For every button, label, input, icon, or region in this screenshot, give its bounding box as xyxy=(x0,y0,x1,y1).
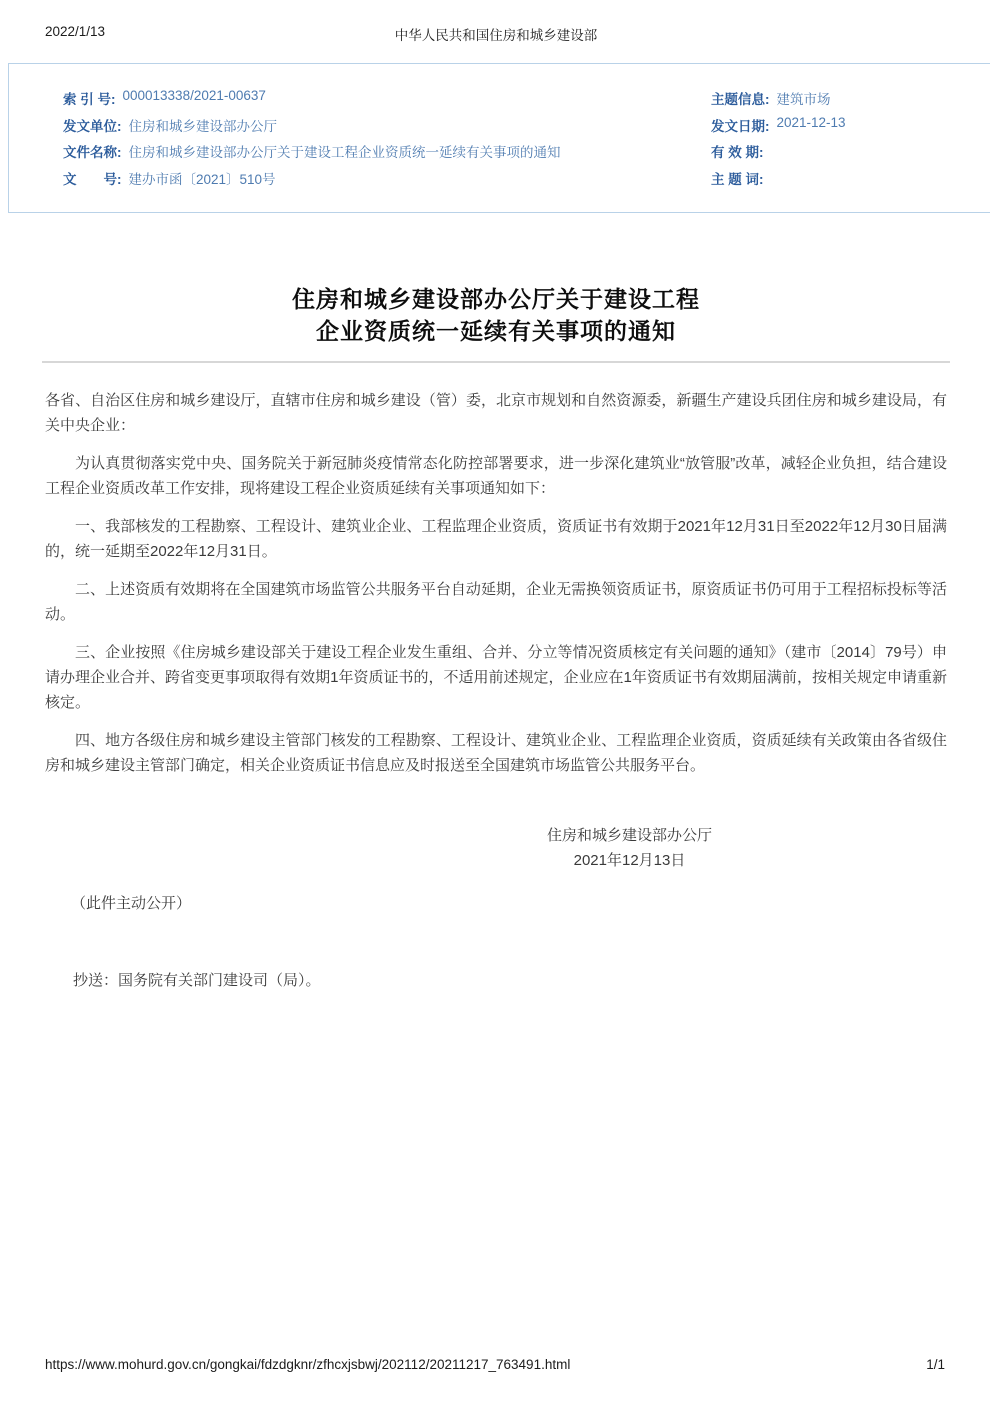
document-meta-box xyxy=(8,63,990,213)
meta-column-left xyxy=(63,88,683,194)
signature-block xyxy=(547,823,712,873)
print-date: 2022/1/13 xyxy=(45,24,106,39)
signature-date: 2021年12月13日 xyxy=(573,852,686,869)
meta-label: 主题信息: xyxy=(711,92,770,107)
document-title-line2: 企业资质统一延续有关事项的通知 xyxy=(316,318,676,344)
meta-value: 000013338/2021-00637 xyxy=(122,88,266,103)
meta-label: 发文日期: xyxy=(711,118,770,134)
meta-row-topic-info xyxy=(711,88,981,115)
signature-organization: 住房和城乡建设部办公厅 xyxy=(546,827,712,844)
meta-row-issuing-unit xyxy=(63,115,683,142)
meta-row-subject-words xyxy=(711,168,981,195)
paragraph-item-2: 二、上述资质有效期将在全国建筑市场监管公共服务平台自动延期，企业无需换领资质证书，原资质证书仍可用于工程招标投标等活动。 xyxy=(45,581,947,623)
meta-label: 发文单位: xyxy=(63,118,122,134)
meta-row-document-number xyxy=(63,168,683,195)
meta-row-validity-period xyxy=(711,141,981,168)
footer-page-number: 1/1 xyxy=(926,1357,945,1372)
meta-value: 建筑市场 xyxy=(776,92,831,107)
meta-value: 2021-12-13 xyxy=(776,114,846,130)
paragraph-item-4: 四、地方各级住房和城乡建设主管部门核发的工程勘察、工程设计、建筑业企业、工程监理企业资质，资质延续有关政策由各省级住房和城乡建设主管部门确定，相关企业资质证书信息应及时报送至全国建筑市场监管公共服务平台。 xyxy=(45,732,947,774)
meta-value: 住房和城乡建设部办公厅关于建设工程企业资质统一延续有关事项的通知 xyxy=(128,145,561,160)
print-header xyxy=(0,24,992,44)
meta-row-issue-date xyxy=(711,115,981,142)
document-title xyxy=(0,283,992,347)
meta-value: 住房和城乡建设部办公厅 xyxy=(128,118,277,134)
site-title: 中华人民共和国住房和城乡建设部 xyxy=(394,28,598,43)
meta-label: 文件名称: xyxy=(63,145,122,160)
footer-source-url: https://www.mohurd.gov.cn/gongkai/fdzdgknr/zfhcxjsbwj/202112/20211217_763491.html xyxy=(45,1357,571,1372)
paragraph-item-1: 一、我部核发的工程勘察、工程设计、建筑业企业、工程监理企业资质，资质证书有效期于2021年12月31日至2022年12月30日届满的，统一延期至2022年12月31日。 xyxy=(45,518,947,560)
paragraph-item-3: 三、企业按照《住房城乡建设部关于建设工程企业发生重组、合并、分立等情况资质核定有关问题的通知》（建市〔2014〕79号）申请办理企业合并、跨省变更事项取得有效期1年资质证书的，不适用前述规定，企业应在1年资质证书有效期届满前，按相关规定申请重新核定。 xyxy=(45,644,947,711)
meta-label: 主 题 词: xyxy=(711,171,764,187)
disclosure-note: （此件主动公开） xyxy=(71,895,192,912)
paragraph-salutation: 各省、自治区住房和城乡建设厅，直辖市住房和城乡建设（管）委，北京市规划和自然资源委，新疆生产建设兵团住房和城乡建设局，有关中央企业： xyxy=(45,392,947,434)
document-body xyxy=(45,388,947,1006)
cc-note: 抄送：国务院有关部门建设司（局）。 xyxy=(73,972,321,989)
paragraph-intro: 为认真贯彻落实党中央、国务院关于新冠肺炎疫情常态化防控部署要求，进一步深化建筑业“放管服”改革，减轻企业负担，结合建设工程企业资质改革工作安排，现将建设工程企业资质延续有关事项通知如下： xyxy=(45,455,947,497)
meta-row-document-name xyxy=(63,141,683,168)
meta-row-index-number xyxy=(63,88,683,115)
meta-label: 索 引 号: xyxy=(63,92,116,107)
title-divider xyxy=(42,361,950,363)
meta-label: 有 效 期: xyxy=(711,145,764,160)
document-title-line1: 住房和城乡建设部办公厅关于建设工程 xyxy=(292,286,700,312)
meta-value: 建办市函〔2021〕510号 xyxy=(128,171,276,187)
meta-label: 文 号: xyxy=(63,171,122,187)
print-footer xyxy=(0,1357,992,1377)
meta-column-right xyxy=(711,88,981,194)
